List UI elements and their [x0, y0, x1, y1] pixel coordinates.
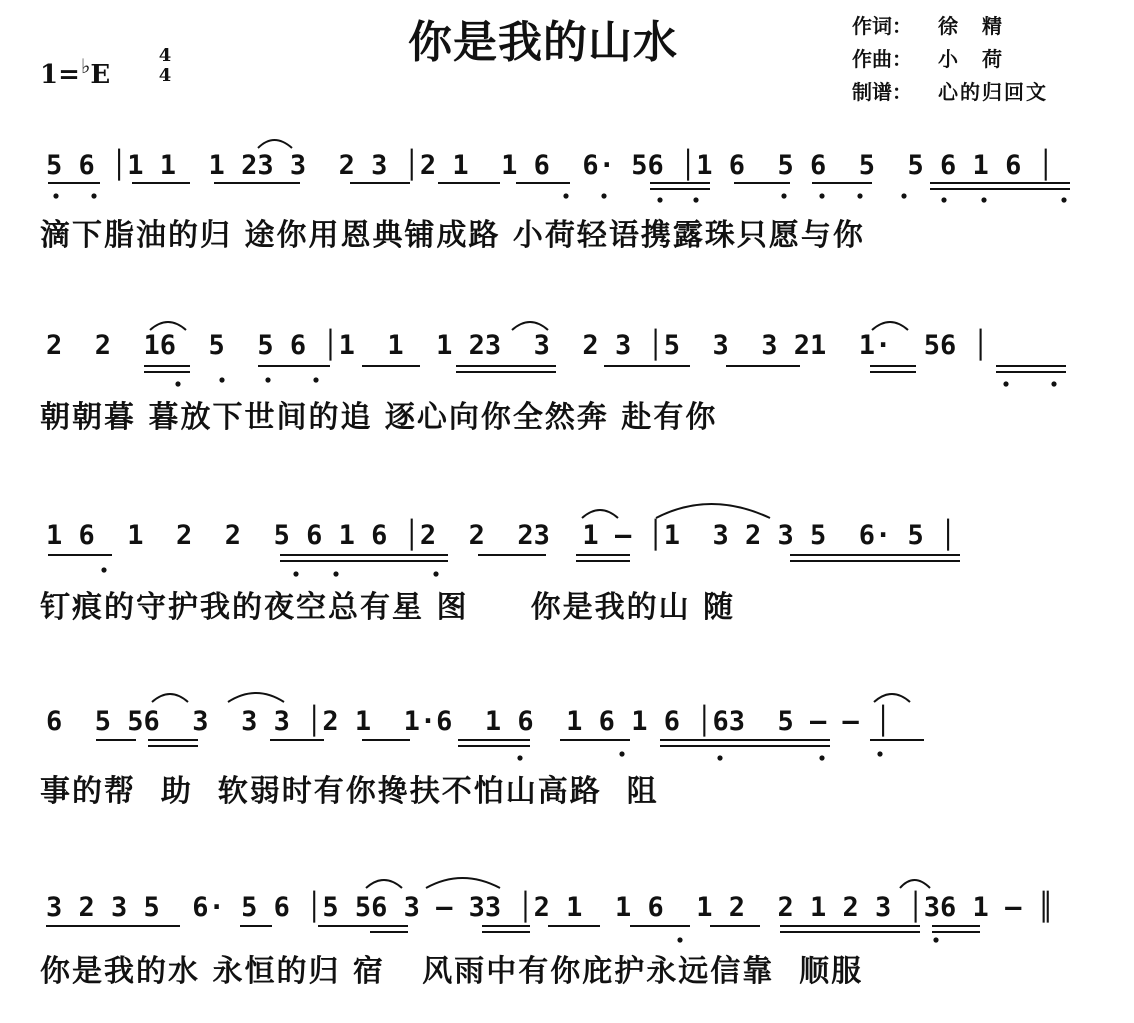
octave-dot: [657, 197, 662, 202]
octave-dot: [933, 937, 938, 942]
notation-line-5: 3 2 3 5 6· 5 6 │5 56 3 – 33 │2 1 1 6 1 2 2 1 2 3 │36 1 – ║: [46, 892, 1054, 923]
beam: [790, 555, 960, 561]
octave-dot: [941, 197, 946, 202]
credit-value: 小 荷: [938, 47, 1004, 71]
notation-line-2: 2 2 16 5 5 6 │1 1 1 23 3 2 3 │5 3 3 21 1· 56 │: [46, 330, 989, 361]
lyrics-line-1: 滴下脂油的归 途你用恩典铺成路 小荷轻语携露珠只愿与你: [40, 218, 865, 253]
beam: [548, 926, 980, 932]
octave-dot: [601, 193, 606, 198]
octave-dot: [91, 193, 96, 198]
octave-dot: [1051, 381, 1056, 386]
key-note: E: [90, 60, 111, 90]
lyrics-line-4: 事的帮 助 软弱时有你搀扶不怕山高路 阻: [40, 774, 659, 809]
slur: [656, 504, 770, 518]
octave-dot: [877, 751, 882, 756]
slur: [152, 694, 188, 702]
octave-dot: [717, 755, 722, 760]
song-title: 你是我的山水: [408, 17, 678, 68]
octave-dot: [693, 197, 698, 202]
meter-bottom: 4: [158, 65, 172, 86]
octave-dot: [265, 377, 270, 382]
slur: [150, 322, 186, 330]
octave-dot: [517, 755, 522, 760]
credit-value: 心的归回文: [938, 80, 1048, 104]
beam: [438, 183, 710, 189]
slur: [228, 693, 284, 702]
octave-dot: [101, 567, 106, 572]
octave-dot: [781, 193, 786, 198]
octave-dot: [857, 193, 862, 198]
notation-line-4: 6 5 56 3 3 3 │2 1 1·6 1 6 1 6 1 6 │63 5 – – │: [46, 706, 892, 737]
slur: [872, 322, 908, 330]
notation-line-3: 1 6 1 2 2 5 6 1 6 │2 2 23 1 – │1 3 2 3 5 6· 5 │: [46, 520, 957, 551]
octave-dot: [819, 755, 824, 760]
beam: [144, 366, 556, 372]
credit-label: 制谱：: [852, 80, 912, 104]
notation-line-1: 5 6 │1 1 1 23 3 2 3 │2 1 1 6 6· 56 │1 6 5 6 5 5 6 1 6 │: [46, 150, 1054, 181]
octave-dot: [53, 193, 58, 198]
octave-dot: [563, 193, 568, 198]
flat-sign: ♭: [80, 54, 91, 78]
slur: [582, 510, 618, 518]
beam: [96, 740, 410, 746]
octave-dot: [175, 381, 180, 386]
octave-dot: [433, 571, 438, 576]
slur: [900, 880, 930, 888]
credit-label: 作词：: [852, 14, 912, 38]
octave-dot: [819, 193, 824, 198]
beam: [734, 183, 1070, 189]
credit-label: 作曲：: [852, 47, 912, 71]
lyrics-line-2: 朝朝暮 暮放下世间的追 逐心向你全然奔 赴有你: [40, 400, 718, 435]
lyrics-line-3: 钉痕的守护我的夜空总有星 图 你是我的山 随: [40, 590, 736, 625]
octave-dot: [1003, 381, 1008, 386]
octave-dot: [219, 377, 224, 382]
beam: [458, 740, 924, 746]
key-prefix: 1=: [40, 60, 80, 90]
slur: [874, 694, 910, 702]
beam: [48, 555, 630, 561]
octave-dot: [619, 751, 624, 756]
beam: [604, 366, 1066, 372]
slur: [366, 880, 402, 888]
slur: [258, 140, 292, 148]
octave-dot: [677, 937, 682, 942]
octave-dot: [901, 193, 906, 198]
lyrics-line-5: 你是我的水 永恒的归 宿 风雨中有你庇护永远信靠 顺服: [40, 954, 864, 989]
octave-dot: [1061, 197, 1066, 202]
credit-value: 徐 精: [938, 14, 1004, 38]
octave-dot: [313, 377, 318, 382]
slur: [426, 878, 500, 888]
meter-top: 4: [158, 45, 172, 66]
octave-dot: [293, 571, 298, 576]
octave-dot: [981, 197, 986, 202]
beam: [46, 926, 530, 932]
octave-dot: [333, 571, 338, 576]
slur: [512, 322, 548, 330]
